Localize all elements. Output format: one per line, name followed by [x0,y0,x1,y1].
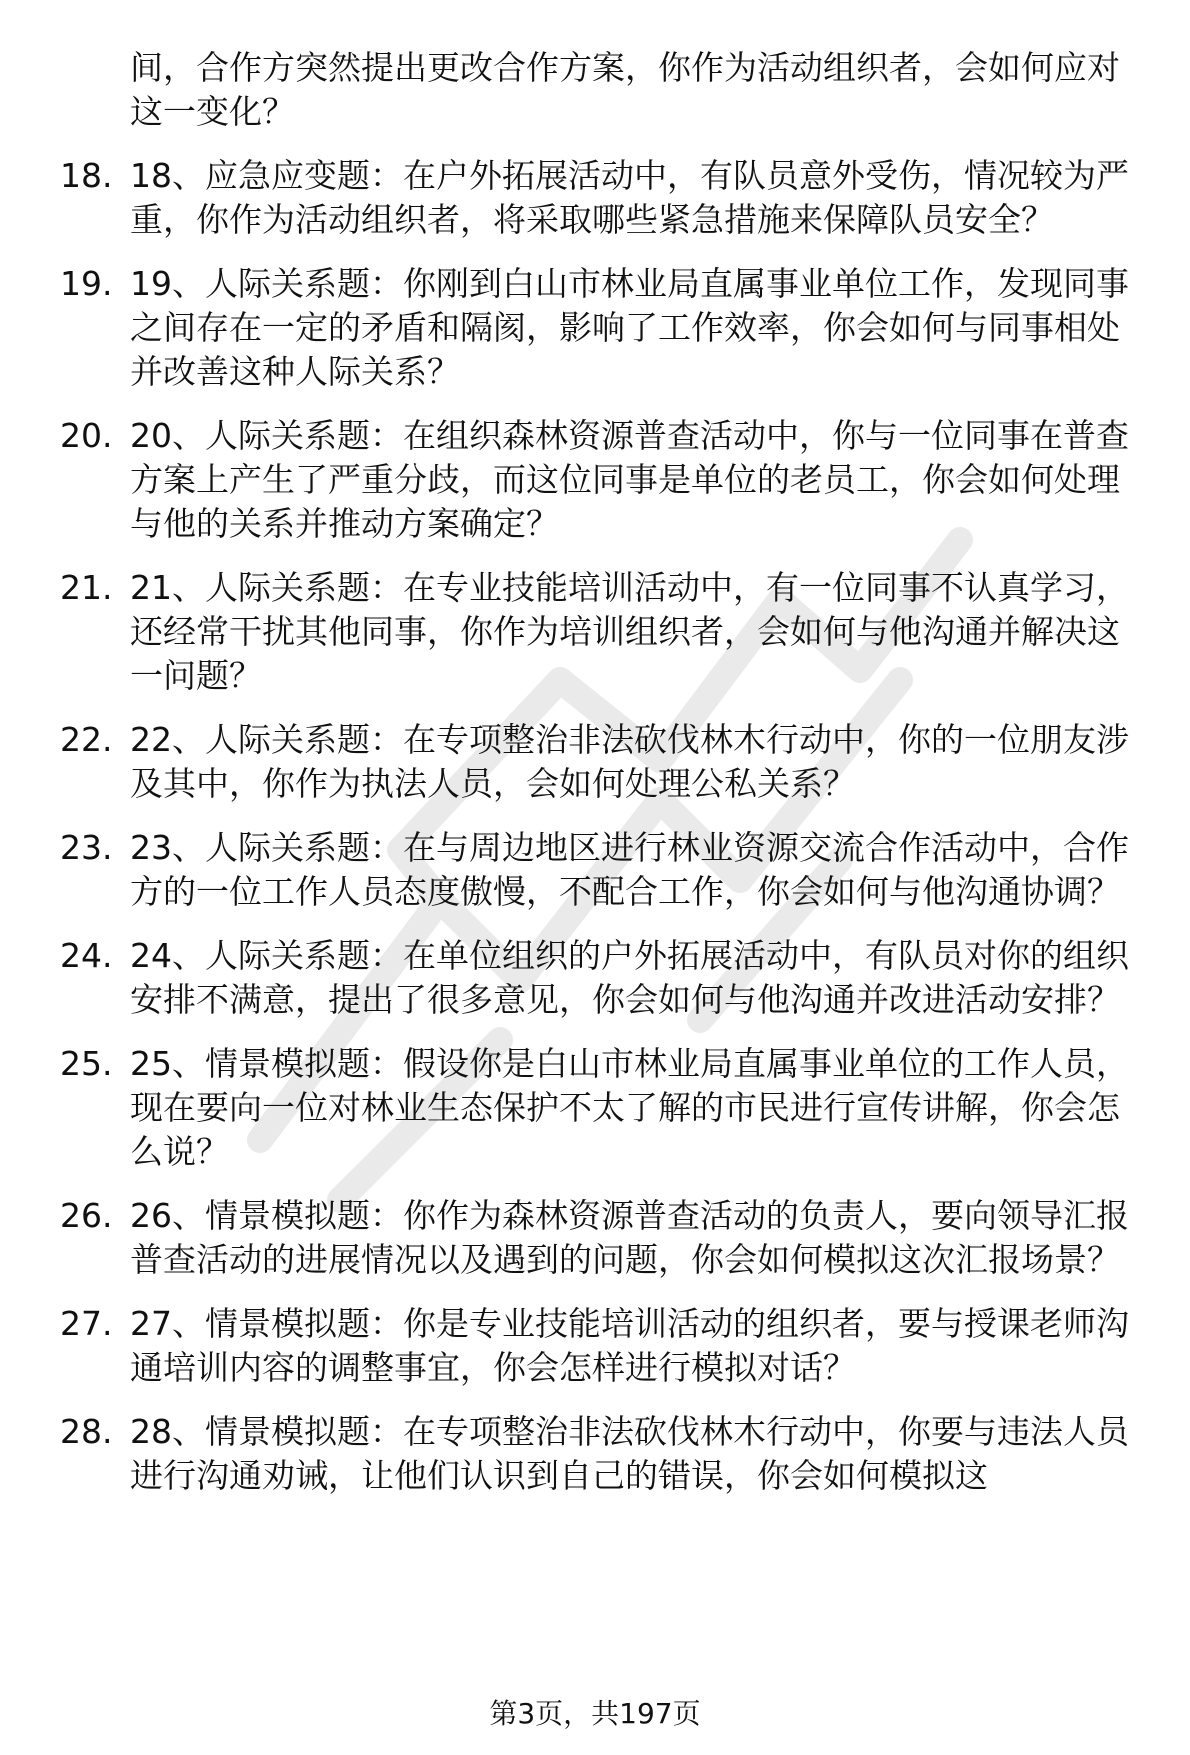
list-item [60,1302,1150,1390]
item-number: 19. [60,264,113,303]
item-number: 25. [60,1044,113,1083]
list-item [60,1410,1150,1498]
list-item [60,414,1150,546]
item-number: 26. [60,1196,113,1235]
list-item [60,566,1150,698]
page-number-footer: 第3页，共197页 [489,1697,701,1730]
list-item [60,262,1150,394]
list-item [60,826,1150,914]
item-text: 18、应急应变题：在户外拓展活动中，有队员意外受伤，情况较为严重，你作为活动组织者，将采取哪些紧急措施来保障队员安全？ [130,156,1129,239]
question-list [60,46,1150,1518]
item-text: 20、人际关系题：在组织森林资源普查活动中，你与一位同事在普查方案上产生了严重分歧，而这位同事是单位的老员工，你会如何处理与他的关系并推动方案确定？ [130,416,1129,543]
list-item [60,934,1150,1022]
item-number: 22. [60,720,113,759]
list-item [60,154,1150,242]
continued-question-text: 间，合作方突然提出更改合作方案，你作为活动组织者，会如何应对这一变化？ [130,48,1120,131]
item-number: 23. [60,828,113,867]
item-text: 25、情景模拟题：假设你是白山市林业局直属事业单位的工作人员，现在要向一位对林业生态保护不太了解的市民进行宣传讲解，你会怎么说？ [130,1044,1129,1171]
item-number: 20. [60,416,113,455]
list-item [60,1194,1150,1282]
item-text: 23、人际关系题：在与周边地区进行林业资源交流合作活动中，合作方的一位工作人员态度傲慢，不配合工作，你会如何与他沟通协调？ [130,828,1129,911]
item-number: 21. [60,568,113,607]
item-number: 27. [60,1304,113,1343]
item-text: 26、情景模拟题：你作为森林资源普查活动的负责人，要向领导汇报普查活动的进展情况以及遇到的问题，你会如何模拟这次汇报场景？ [130,1196,1129,1279]
item-number: 24. [60,936,113,975]
item-text: 21、人际关系题：在专业技能培训活动中，有一位同事不认真学习，还经常干扰其他同事，你作为培训组织者，会如何与他沟通并解决这一问题？ [130,568,1129,695]
item-text: 27、情景模拟题：你是专业技能培训活动的组织者，要与授课老师沟通培训内容的调整事宜，你会怎样进行模拟对话？ [130,1304,1129,1387]
item-number: 28. [60,1412,113,1451]
item-text: 22、人际关系题：在专项整治非法砍伐林木行动中，你的一位朋友涉及其中，你作为执法人员，会如何处理公私关系？ [130,720,1129,803]
list-item [60,1042,1150,1174]
list-item [60,718,1150,806]
item-text: 19、人际关系题：你刚到白山市林业局直属事业单位工作，发现同事之间存在一定的矛盾和隔阂，影响了工作效率，你会如何与同事相处并改善这种人际关系？ [130,264,1129,391]
item-text: 28、情景模拟题：在专项整治非法砍伐林木行动中，你要与违法人员进行沟通劝诫，让他们认识到自己的错误，你会如何模拟这 [130,1412,1129,1495]
item-number: 18. [60,156,113,195]
item-text: 24、人际关系题：在单位组织的户外拓展活动中，有队员对你的组织安排不满意，提出了很多意见，你会如何与他沟通并改进活动安排？ [130,936,1129,1019]
